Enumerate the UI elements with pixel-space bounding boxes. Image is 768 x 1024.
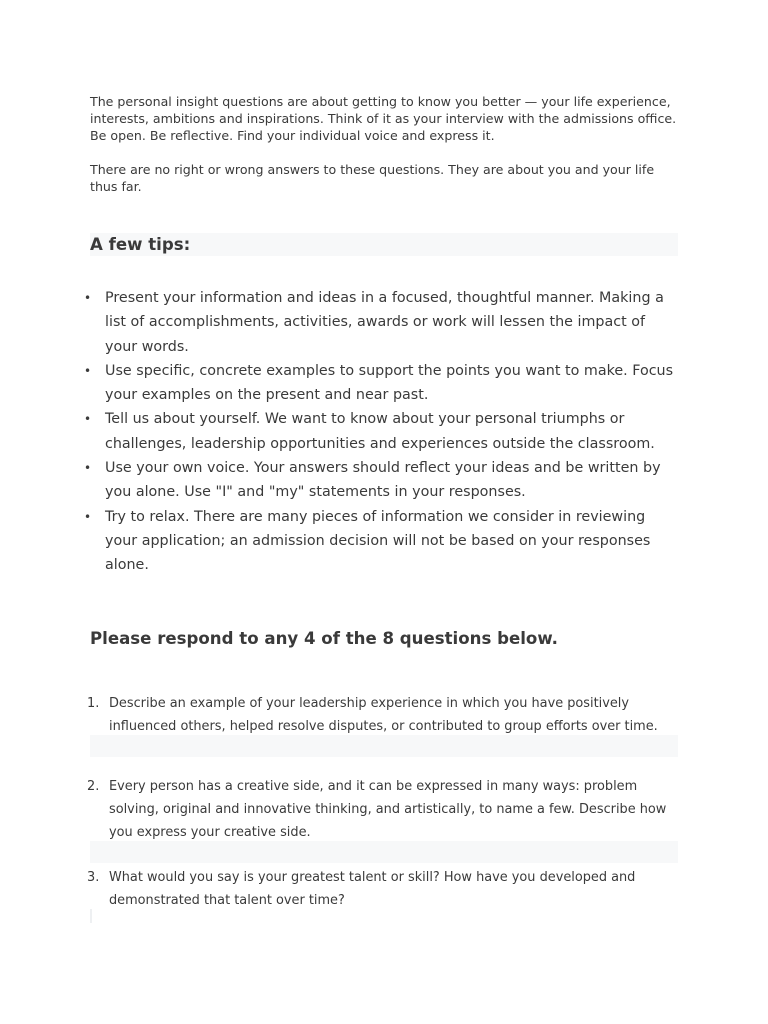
bullet-icon: •	[84, 363, 92, 378]
tip-text: Tell us about yourself. We want to know about your personal triumphs or challenges, leadership opportunities and experiences outside the classroom.	[105, 411, 655, 452]
tips-list	[84, 286, 675, 578]
intro-paragraph: The personal insight questions are about getting to know you better — your life experience, interests, ambitions and inspirations. Think of it as your interview with the admissions office. Be open. Be reflective. Find your individual voice and express it.	[90, 94, 677, 143]
question-text: Describe an example of your leadership experience in which you have positively influenced others, helped resolve disputes, or contributed to group efforts over time.	[109, 696, 658, 734]
question-item	[87, 775, 684, 844]
tip-item	[84, 286, 675, 359]
question-number: 1.	[87, 696, 100, 711]
question-text: What would you say is your greatest talent or skill? How have you developed and demonstrated that talent over time?	[109, 870, 636, 908]
tip-text: Use specific, concrete examples to support the points you want to make. Focus your examples on the present and near past.	[105, 362, 674, 404]
tips-heading: A few tips:	[90, 235, 191, 254]
bullet-icon: •	[84, 412, 92, 427]
tip-text: Try to relax. There are many pieces of information we consider in reviewing your application; an admission decision will not be based on your responses alone.	[105, 508, 651, 574]
tip-item	[84, 456, 675, 505]
tip-item	[84, 359, 675, 408]
bullet-icon: •	[84, 461, 92, 476]
answer-field[interactable]	[90, 841, 678, 863]
question-item	[87, 692, 684, 738]
question-number: 2.	[87, 779, 100, 794]
tip-item	[84, 407, 675, 456]
bullet-icon: •	[84, 291, 92, 305]
questions-heading: Please respond to any 4 of the 8 questions below.	[90, 629, 558, 648]
question-item	[87, 866, 684, 912]
tip-item	[84, 505, 675, 578]
question-text: Every person has a creative side, and it can be expressed in many ways: problem solving, original and innovative thinking, and artistically, to name a few. Describe how you express your creative side.	[109, 779, 667, 840]
intro-paragraph-secondary: There are no right or wrong answers to these questions. They are about you and your life thus far.	[90, 162, 655, 194]
answer-field[interactable]	[90, 735, 678, 757]
answer-field-edge[interactable]	[90, 909, 92, 923]
tip-text: Present your information and ideas in a focused, thoughtful manner. Making a list of accomplishments, activities, awards or work will lessen the impact of your words.	[105, 290, 664, 355]
bullet-icon: •	[84, 509, 92, 524]
tip-text: Use your own voice. Your answers should reflect your ideas and be written by you alone. Use "I" and "my" statements in your responses.	[105, 460, 661, 501]
question-number: 3.	[87, 870, 100, 885]
